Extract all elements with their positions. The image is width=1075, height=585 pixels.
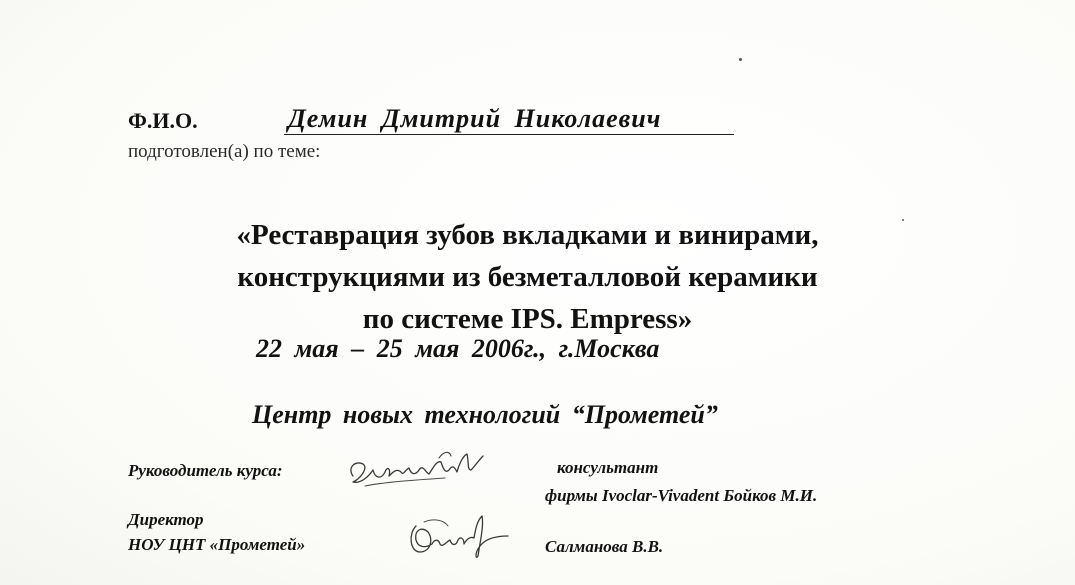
- director-label: Директор: [128, 510, 204, 529]
- prepared-on-topic-label: подготовлен(а) по теме:: [128, 141, 321, 162]
- course-title-line: по системе IPS. Empress»: [362, 303, 693, 335]
- director-organization: НОУ ЦНТ «Прометей»: [128, 535, 306, 554]
- course-leader-label: Руководитель курса:: [128, 461, 283, 480]
- fio-label: Ф.И.О.: [128, 108, 198, 133]
- consultant-label: консультант: [557, 458, 659, 477]
- course-dates-location: 22 мая – 25 мая 2006г., г.Москва: [256, 334, 660, 363]
- course-leader-signature: [345, 446, 490, 496]
- course-title: [120, 214, 935, 340]
- name-underline: [284, 134, 734, 135]
- course-title-line: «Реставрация зубов вкладками и винирами,: [236, 219, 819, 251]
- organization-name: Центр новых технологий “Прометей”: [252, 400, 718, 429]
- director-name: Салманова В.В.: [545, 537, 664, 556]
- consultant-company-name: фирмы Ivoclar-Vivadent Бойков М.И.: [545, 486, 818, 505]
- paper-speck: [739, 58, 742, 61]
- paper-speck: [902, 219, 904, 221]
- director-signature: [404, 512, 514, 562]
- recipient-name: Демин Дмитрий Николаевич: [288, 104, 662, 133]
- course-title-line: конструкциями из безметалловой керамики: [237, 261, 818, 293]
